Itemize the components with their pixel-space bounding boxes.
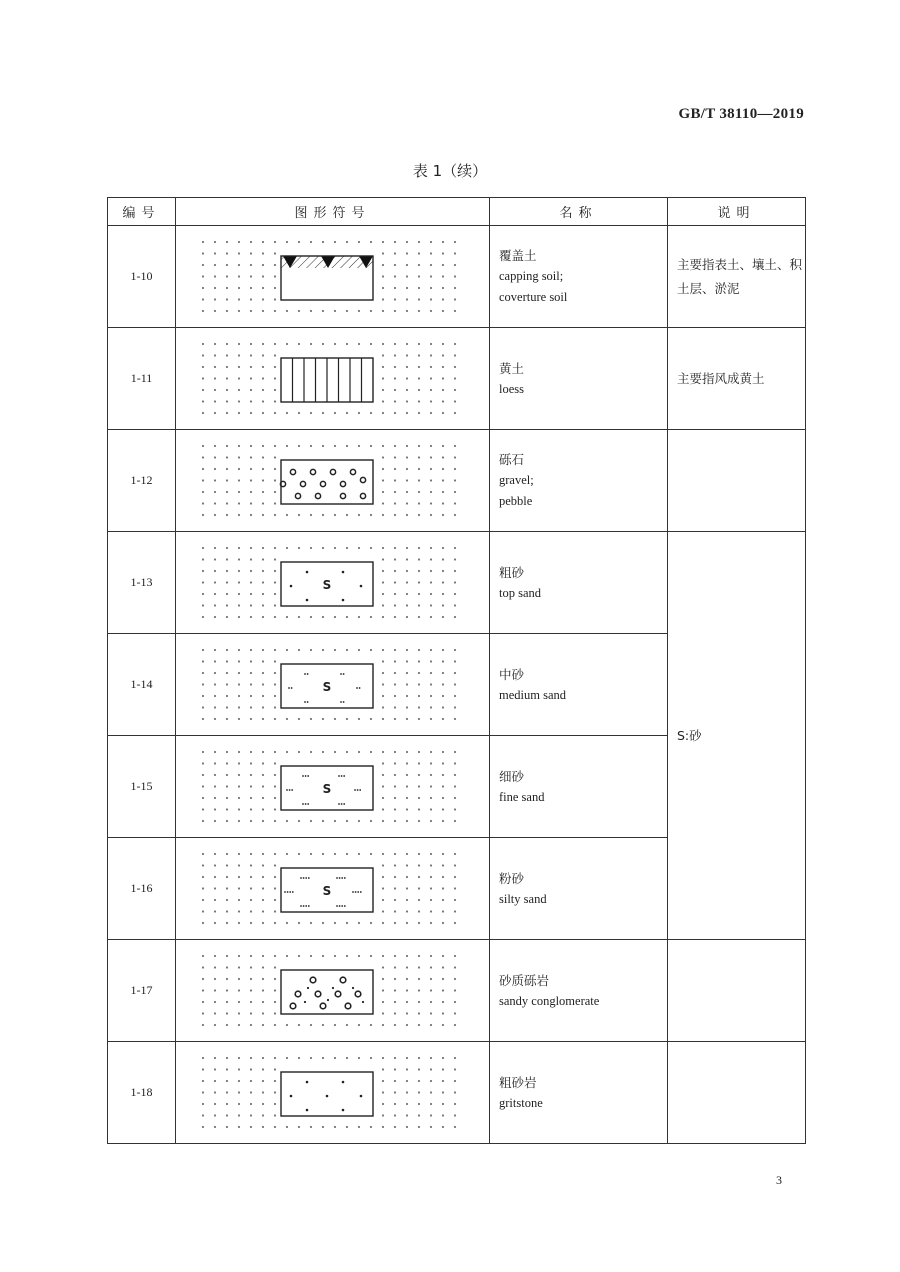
name-chinese: 黄土 (499, 360, 525, 376)
row-code: 1-14 (108, 634, 176, 736)
name-cell (490, 838, 668, 940)
description-cell-merged: S:砂 (668, 532, 806, 940)
name-english: sandy conglomerate (499, 993, 600, 1008)
table-row (108, 1042, 806, 1144)
table-row (108, 430, 806, 532)
name-english: medium sand (499, 687, 567, 702)
sand-letter-s: S (322, 883, 331, 898)
table-row (108, 532, 806, 634)
medium-sand-pattern (183, 638, 483, 732)
top-sand-pattern (183, 536, 483, 630)
name-chinese: 细砂 (499, 768, 525, 784)
name-cell (490, 736, 668, 838)
row-code: 1-18 (108, 1042, 176, 1144)
capping-soil-pattern (183, 230, 483, 324)
description-cell: 主要指表土、壤土、积土层、淤泥 (668, 226, 806, 328)
symbol-cell (176, 1042, 490, 1144)
sand-letter-s: S (322, 679, 331, 694)
name-chinese: 砂质砾岩 (499, 972, 550, 988)
symbol-cell (176, 634, 490, 736)
description-cell (668, 1042, 806, 1144)
col-header-symbol: 图形符号 (176, 198, 490, 226)
name-english: capping soil; (499, 269, 564, 283)
row-code: 1-13 (108, 532, 176, 634)
table-row (108, 328, 806, 430)
page-number: 3 (776, 1173, 782, 1187)
col-header-description: 说明 (668, 198, 806, 226)
name-cell (490, 328, 668, 430)
name-english: fine sand (499, 789, 545, 804)
symbol-cell (176, 736, 490, 838)
name-cell (490, 430, 668, 532)
description-cell (668, 430, 806, 532)
table-row (108, 940, 806, 1042)
description-cell (668, 940, 806, 1042)
symbol-cell (176, 940, 490, 1042)
standard-code: GB/T 38110—2019 (678, 106, 804, 122)
name-chinese: 砾石 (499, 452, 525, 467)
name-cell (490, 1042, 668, 1144)
row-code: 1-12 (108, 430, 176, 532)
name-chinese: 覆盖土 (499, 248, 537, 263)
name-chinese: 粗砂 (499, 564, 525, 580)
gritstone-pattern (183, 1046, 483, 1140)
name-cell (490, 940, 668, 1042)
symbol-cell (176, 328, 490, 430)
symbol-cell (176, 430, 490, 532)
col-header-code: 编号 (108, 198, 176, 226)
name-chinese: 粗砂岩 (499, 1074, 537, 1090)
row-code: 1-11 (108, 328, 176, 430)
row-code: 1-16 (108, 838, 176, 940)
name-cell (490, 226, 668, 328)
name-english: gravel; (499, 473, 534, 487)
name-english: coverture soil (499, 290, 568, 304)
silty-sand-pattern (183, 842, 483, 936)
name-english: top sand (499, 585, 542, 600)
name-cell (490, 532, 668, 634)
symbol-cell (176, 532, 490, 634)
name-english: gritstone (499, 1095, 543, 1110)
name-english: silty sand (499, 891, 547, 906)
name-english: loess (499, 381, 524, 396)
row-code: 1-17 (108, 940, 176, 1042)
name-chinese: 粉砂 (499, 870, 525, 886)
name-english: pebble (499, 494, 533, 508)
table-caption: 表 1（续） (412, 162, 488, 180)
sandy-conglomerate-pattern (183, 944, 483, 1038)
loess-pattern (183, 332, 483, 426)
name-cell (490, 634, 668, 736)
sand-letter-s: S (322, 781, 331, 796)
row-code: 1-15 (108, 736, 176, 838)
table-row (108, 226, 806, 328)
row-code: 1-10 (108, 226, 176, 328)
gravel-pattern (183, 434, 483, 528)
sand-letter-s: S (322, 577, 331, 592)
symbol-table (107, 197, 806, 1144)
col-header-name: 名称 (490, 198, 668, 226)
fine-sand-pattern (183, 740, 483, 834)
name-chinese: 中砂 (499, 666, 525, 682)
description-cell: 主要指风成黄土 (668, 328, 806, 430)
symbol-cell (176, 838, 490, 940)
symbol-cell (176, 226, 490, 328)
table-header-row (108, 198, 806, 226)
